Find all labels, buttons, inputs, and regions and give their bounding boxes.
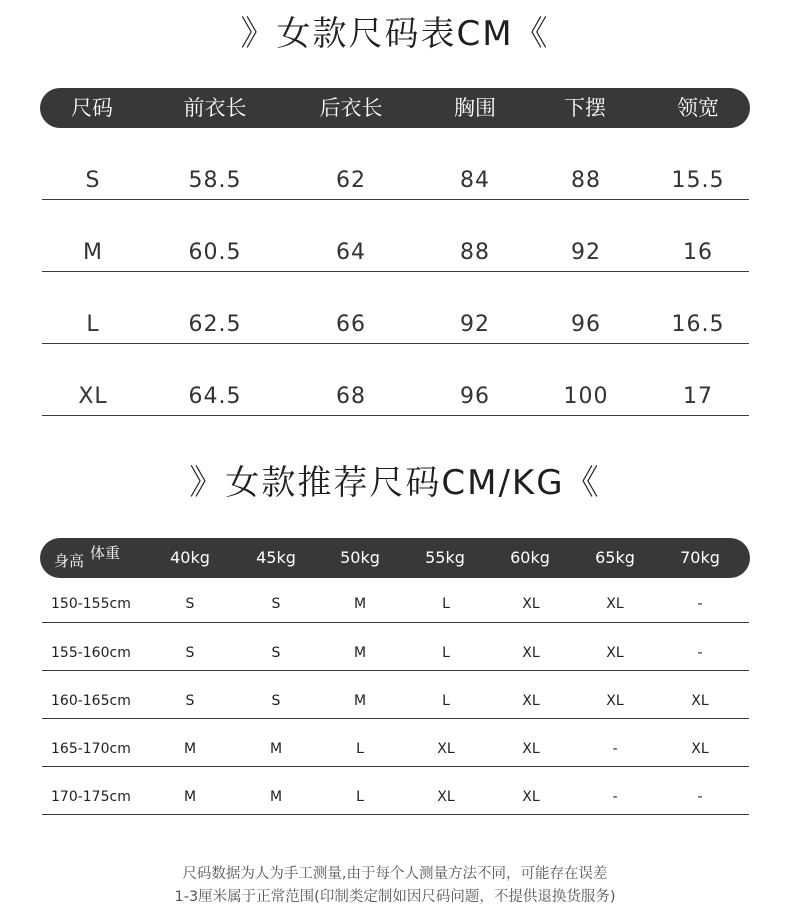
cell-hem: 88 <box>571 168 601 193</box>
recommend-chart-title: 》女款推荐尺码CM/KG《 <box>189 463 601 503</box>
cell-40kg: S <box>185 645 195 661</box>
cell-40kg: S <box>185 693 195 709</box>
cell-40kg: S <box>185 596 195 612</box>
cell-45kg: S <box>271 596 281 612</box>
header-size: 尺码 <box>71 96 113 120</box>
header-weight-50: 50kg <box>340 548 380 567</box>
recommend-row-150-155 <box>42 583 749 623</box>
cell-60kg: XL <box>522 645 540 661</box>
recommend-row-160-165 <box>42 671 749 719</box>
header-weight-55: 55kg <box>425 548 465 567</box>
cell-bust: 92 <box>460 312 490 337</box>
size-row-xl <box>42 344 749 416</box>
cell-50kg: M <box>353 645 367 661</box>
cell-height: 155-160cm <box>51 645 131 661</box>
cell-60kg: XL <box>522 789 540 805</box>
size-row-s <box>42 128 749 200</box>
recommend-chart-header <box>40 538 750 578</box>
cell-65kg: - <box>612 741 618 757</box>
footnote-line-2: 1-3厘米属于正常范围(印制类定制如因尺码问题，不提供退换货服务) <box>174 889 616 905</box>
cell-45kg: M <box>269 741 283 757</box>
cell-bust: 84 <box>460 168 490 193</box>
cell-height: 165-170cm <box>51 741 131 757</box>
corner-weight-label: 体重 <box>90 544 121 562</box>
cell-back-length: 68 <box>336 384 366 409</box>
header-weight-45: 45kg <box>256 548 296 567</box>
cell-collar-width: 16 <box>683 240 713 265</box>
cell-hem: 100 <box>563 384 609 409</box>
cell-70kg: XL <box>691 741 709 757</box>
cell-55kg: L <box>442 693 450 709</box>
header-weight-60: 60kg <box>510 548 550 567</box>
cell-55kg: L <box>442 645 450 661</box>
cell-height: 170-175cm <box>51 789 131 805</box>
cell-70kg: - <box>697 596 703 612</box>
cell-back-length: 66 <box>336 312 366 337</box>
cell-size: M <box>83 240 103 265</box>
cell-65kg: - <box>612 789 618 805</box>
cell-40kg: M <box>183 741 197 757</box>
cell-50kg: M <box>353 693 367 709</box>
cell-70kg: XL <box>691 693 709 709</box>
header-weight-70: 70kg <box>680 548 720 567</box>
header-bust: 胸围 <box>454 96 496 120</box>
cell-front-length: 58.5 <box>188 168 242 193</box>
header-weight-65: 65kg <box>595 548 635 567</box>
cell-65kg: XL <box>606 596 624 612</box>
header-hem: 下摆 <box>564 96 606 120</box>
cell-hem: 96 <box>571 312 601 337</box>
cell-40kg: M <box>183 789 197 805</box>
cell-65kg: XL <box>606 693 624 709</box>
cell-70kg: - <box>697 645 703 661</box>
cell-front-length: 60.5 <box>188 240 242 265</box>
header-collar-width: 领宽 <box>677 96 719 120</box>
recommend-row-155-160 <box>42 623 749 671</box>
cell-45kg: S <box>271 693 281 709</box>
cell-45kg: S <box>271 645 281 661</box>
cell-height: 150-155cm <box>51 596 131 612</box>
size-row-l <box>42 272 749 344</box>
cell-bust: 88 <box>460 240 490 265</box>
cell-55kg: XL <box>437 789 455 805</box>
cell-back-length: 62 <box>336 168 366 193</box>
cell-front-length: 64.5 <box>188 384 242 409</box>
cell-size: XL <box>78 384 108 409</box>
cell-55kg: L <box>442 596 450 612</box>
cell-hem: 92 <box>571 240 601 265</box>
cell-60kg: XL <box>522 741 540 757</box>
cell-back-length: 64 <box>336 240 366 265</box>
cell-size: L <box>86 312 100 337</box>
cell-collar-width: 16.5 <box>671 312 725 337</box>
cell-collar-width: 15.5 <box>671 168 725 193</box>
header-back-length: 后衣长 <box>319 96 383 120</box>
footnote-line-1: 尺码数据为人为手工测量,由于每个人测量方法不同，可能存在误差 <box>182 866 608 882</box>
cell-collar-width: 17 <box>683 384 713 409</box>
cell-45kg: M <box>269 789 283 805</box>
cell-size: S <box>85 168 101 193</box>
cell-50kg: L <box>356 789 364 805</box>
cell-60kg: XL <box>522 693 540 709</box>
cell-55kg: XL <box>437 741 455 757</box>
header-front-length: 前衣长 <box>183 96 247 120</box>
cell-50kg: M <box>353 596 367 612</box>
cell-50kg: L <box>356 741 364 757</box>
recommend-row-165-170 <box>42 719 749 767</box>
cell-65kg: XL <box>606 645 624 661</box>
size-row-m <box>42 200 749 272</box>
cell-bust: 96 <box>460 384 490 409</box>
cell-70kg: - <box>697 789 703 805</box>
cell-height: 160-165cm <box>51 693 131 709</box>
header-weight-40: 40kg <box>170 548 210 567</box>
size-chart-title: 》女款尺码表CM《 <box>240 14 550 54</box>
cell-60kg: XL <box>522 596 540 612</box>
cell-front-length: 62.5 <box>188 312 242 337</box>
size-chart-header <box>40 88 750 128</box>
corner-height-label: 身高 <box>54 552 85 570</box>
recommend-row-170-175 <box>42 767 749 815</box>
